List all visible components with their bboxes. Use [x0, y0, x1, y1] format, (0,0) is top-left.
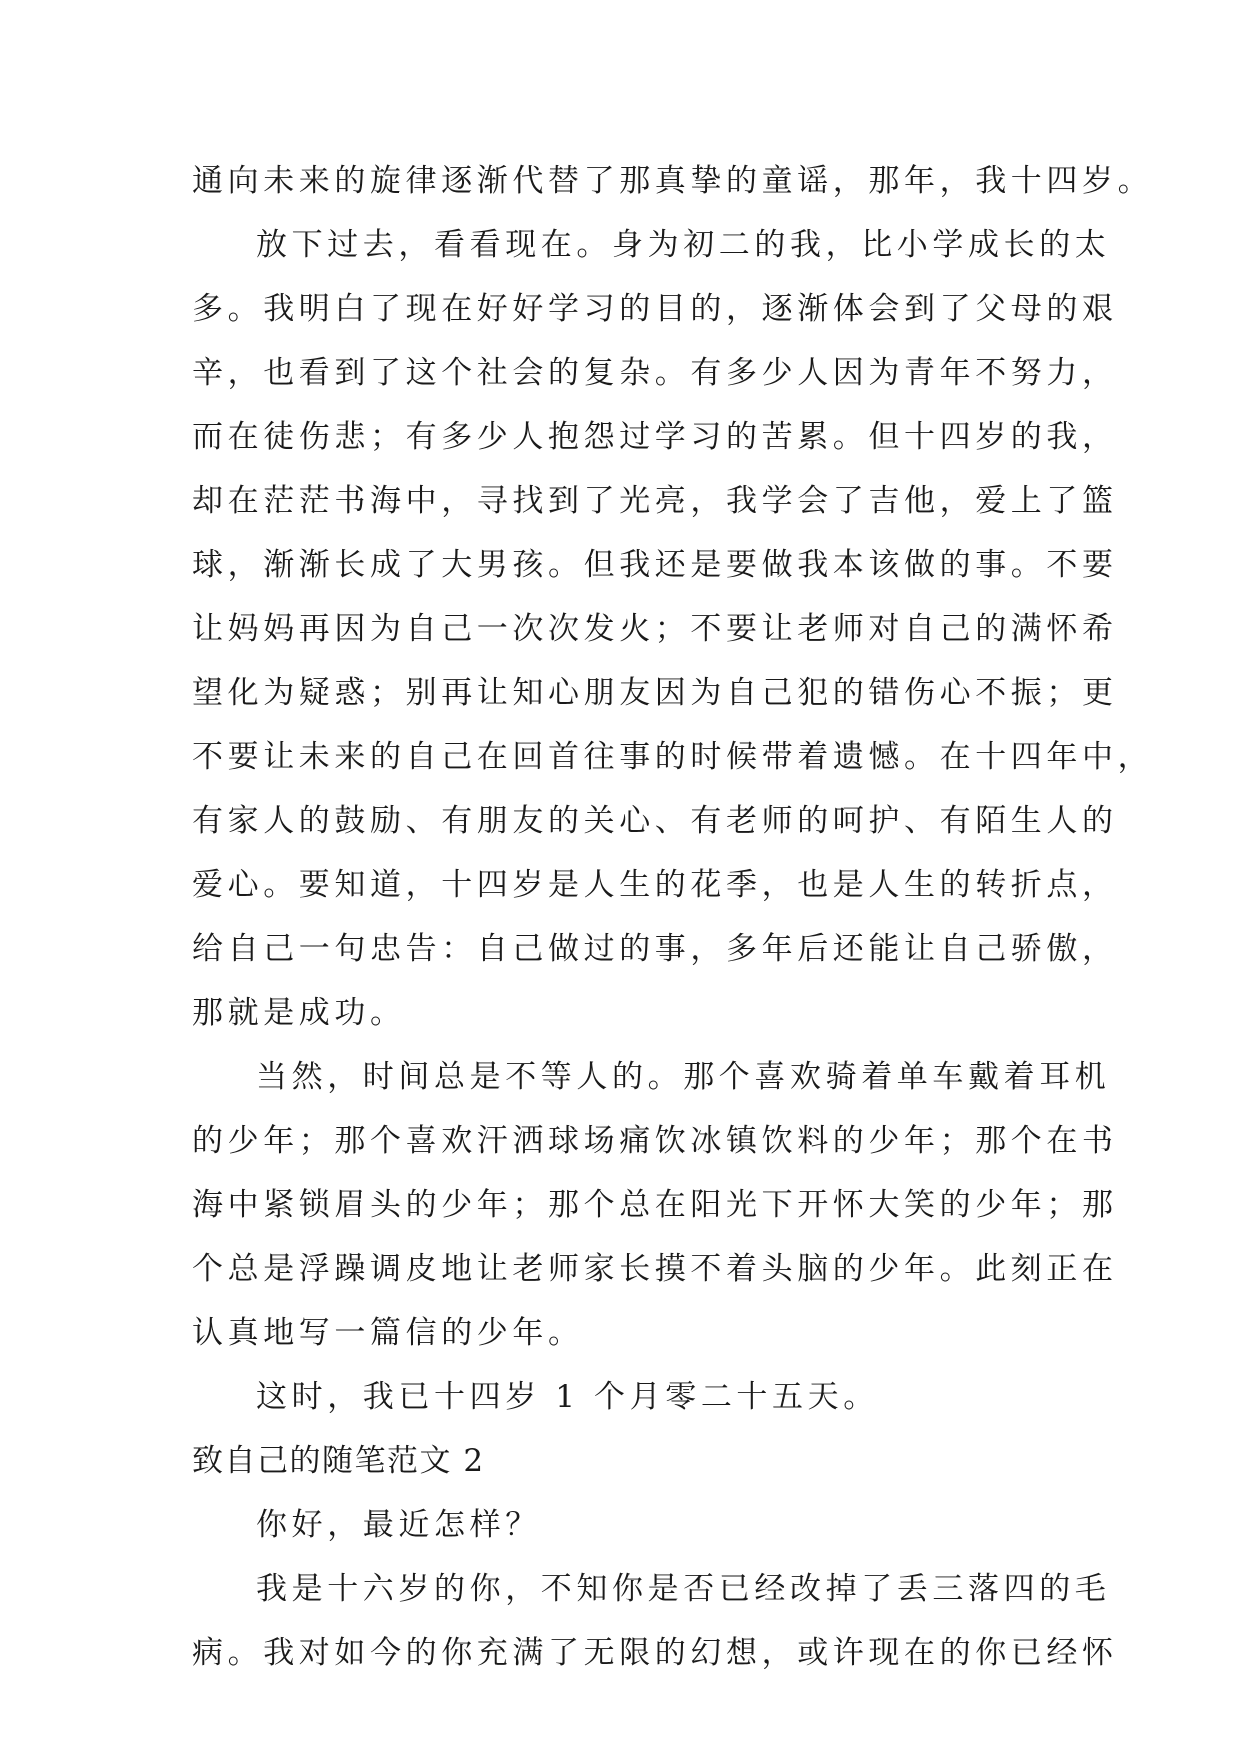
paragraph-start: 我是十六岁的你，不知你是否已经改掉了丢三落四的毛: [256, 1571, 1111, 1607]
text-line: 认真地写一篇信的少年。: [192, 1315, 584, 1351]
paragraph-start: 放下过去，看看现在。身为初二的我，比小学成长的太: [256, 227, 1111, 263]
text-line: 让妈妈再因为自己一次次发火；不要让老师对自己的满怀希: [192, 611, 1118, 647]
text-line: 不要让未来的自己在回首往事的时候带着遗憾。在十四年中，: [192, 739, 1154, 775]
text-line: 那就是成功。: [192, 995, 406, 1031]
paragraph-start: 当然，时间总是不等人的。那个喜欢骑着单车戴着耳机: [256, 1059, 1111, 1095]
text-line: 给自己一句忠告：自己做过的事，多年后还能让自己骄傲，: [192, 931, 1118, 967]
paragraph-start: 这时，我已十四岁 1 个月零二十五天。: [256, 1379, 879, 1415]
paragraph-start: 你好，最近怎样？: [256, 1507, 541, 1543]
text-line: 爱心。要知道，十四岁是人生的花季，也是人生的转折点，: [192, 867, 1118, 903]
text-line: 辛，也看到了这个社会的复杂。有多少人因为青年不努力，: [192, 355, 1118, 391]
text-line: 却在茫茫书海中，寻找到了光亮，我学会了吉他，爱上了篮: [192, 483, 1118, 519]
text-line: 的少年；那个喜欢汗洒球场痛饮冰镇饮料的少年；那个在书: [192, 1123, 1118, 1159]
text-line: 球，渐渐长成了大男孩。但我还是要做我本该做的事。不要: [192, 547, 1118, 583]
text-line: 而在徒伤悲；有多少人抱怨过学习的苦累。但十四岁的我，: [192, 419, 1118, 455]
section-heading: 致自己的随笔范文 2: [192, 1443, 485, 1479]
text-line: 望化为疑惑；别再让知心朋友因为自己犯的错伤心不振；更: [192, 675, 1118, 711]
text-line: 海中紧锁眉头的少年；那个总在阳光下开怀大笑的少年；那: [192, 1187, 1118, 1223]
text-line: 病。我对如今的你充满了无限的幻想，或许现在的你已经怀: [192, 1635, 1118, 1671]
text-line: 个总是浮躁调皮地让老师家长摸不着头脑的少年。此刻正在: [192, 1251, 1118, 1287]
text-line: 有家人的鼓励、有朋友的关心、有老师的呵护、有陌生人的: [192, 803, 1118, 839]
text-line: 通向未来的旋律逐渐代替了那真挚的童谣，那年，我十四岁。: [192, 163, 1154, 199]
text-line: 多。我明白了现在好好学习的目的，逐渐体会到了父母的艰: [192, 291, 1118, 327]
